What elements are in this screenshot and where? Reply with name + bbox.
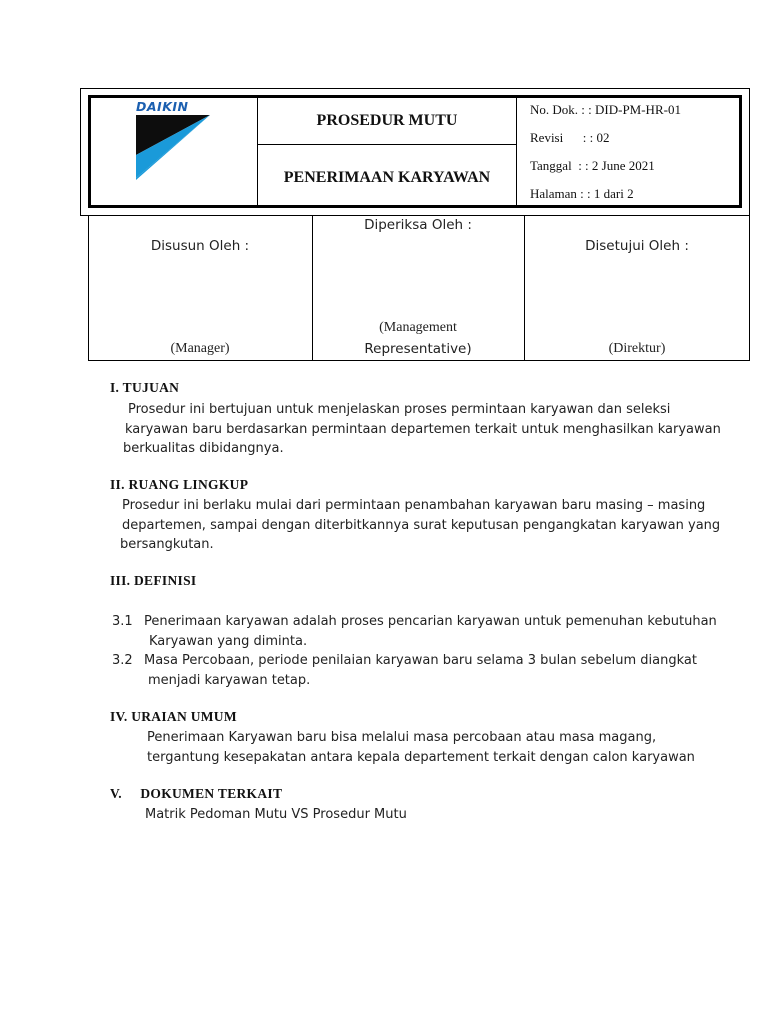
definisi-item-number: 3.2 xyxy=(112,653,133,668)
diperiksa-role-line1: (Management xyxy=(379,320,457,335)
meta-no-dok: No. Dok. : : DID-PM-HR-01 xyxy=(530,102,681,117)
definisi-item-number: 3.1 xyxy=(112,614,133,629)
disetujui-label: Disetujui Oleh : xyxy=(585,238,689,254)
svg-text:DAIKIN: DAIKIN xyxy=(136,100,189,114)
section-tujuan-body: Prosedur ini bertujuan untuk menjelaskan proses permintaan karyawan dan seleksi karyawan baru berdasarkan permintaan departemen terkait untuk menghasilkan karyawan berkualitas dibidangnya. xyxy=(123,402,721,456)
diperiksa-role-line2: Representative) xyxy=(364,341,472,357)
signature-divider-1 xyxy=(312,215,313,361)
section-dokumen-heading: V. DOKUMEN TERKAIT xyxy=(110,786,283,801)
section-definisi-heading: III. DEFINISI xyxy=(110,573,197,588)
signature-table xyxy=(88,215,750,361)
disusun-label: Disusun Oleh : xyxy=(150,238,250,254)
header-title-divider xyxy=(258,144,516,145)
definisi-item-1: 3.1 Penerimaan karyawan adalah proses pencarian karyawan untuk pemenuhan kebutuhan Karyawan yang diminta. xyxy=(112,614,717,649)
document-title: PROSEDUR MUTU xyxy=(316,112,458,129)
section-ruang-body: Prosedur ini berlaku mulai dari permintaan penambahan karyawan baru masing – masing departemen, sampai dengan diterbitkannya surat keputusan pengangkatan karyawan yang bersangkutan. xyxy=(120,498,721,552)
document-subtitle: PENERIMAAN KARYAWAN xyxy=(283,169,491,186)
section-ruang-heading: II. RUANG LINGKUP xyxy=(110,477,249,492)
definisi-item-2: 3.2 Masa Percobaan, periode penilaian karyawan baru selama 3 bulan sebelum diangkat menjadi karyawan tetap. xyxy=(112,653,697,688)
diperiksa-label: Diperiksa Oleh : xyxy=(364,217,472,233)
daikin-logo-icon xyxy=(130,100,220,182)
disetujui-role: (Direktur) xyxy=(608,341,666,356)
section-tujuan-heading: I. TUJUAN xyxy=(110,380,180,395)
meta-revisi: Revisi : : 02 xyxy=(530,130,610,145)
meta-tanggal: Tanggal : : 2 June 2021 xyxy=(530,158,655,173)
header-divider-right xyxy=(516,98,517,206)
signature-divider-2 xyxy=(524,215,525,361)
meta-halaman: Halaman : : 1 dari 2 xyxy=(530,186,634,201)
section-dokumen-body: Matrik Pedoman Mutu VS Prosedur Mutu xyxy=(145,807,407,822)
disusun-role: (Manager) xyxy=(170,341,230,356)
section-uraian-body: Penerimaan Karyawan baru bisa melalui masa percobaan atau masa magang, tergantung kesepakatan antara kepala departement terkait dengan calon karyawan xyxy=(147,730,695,765)
daikin-logo xyxy=(130,100,220,182)
section-uraian-heading: IV. URAIAN UMUM xyxy=(110,709,237,724)
